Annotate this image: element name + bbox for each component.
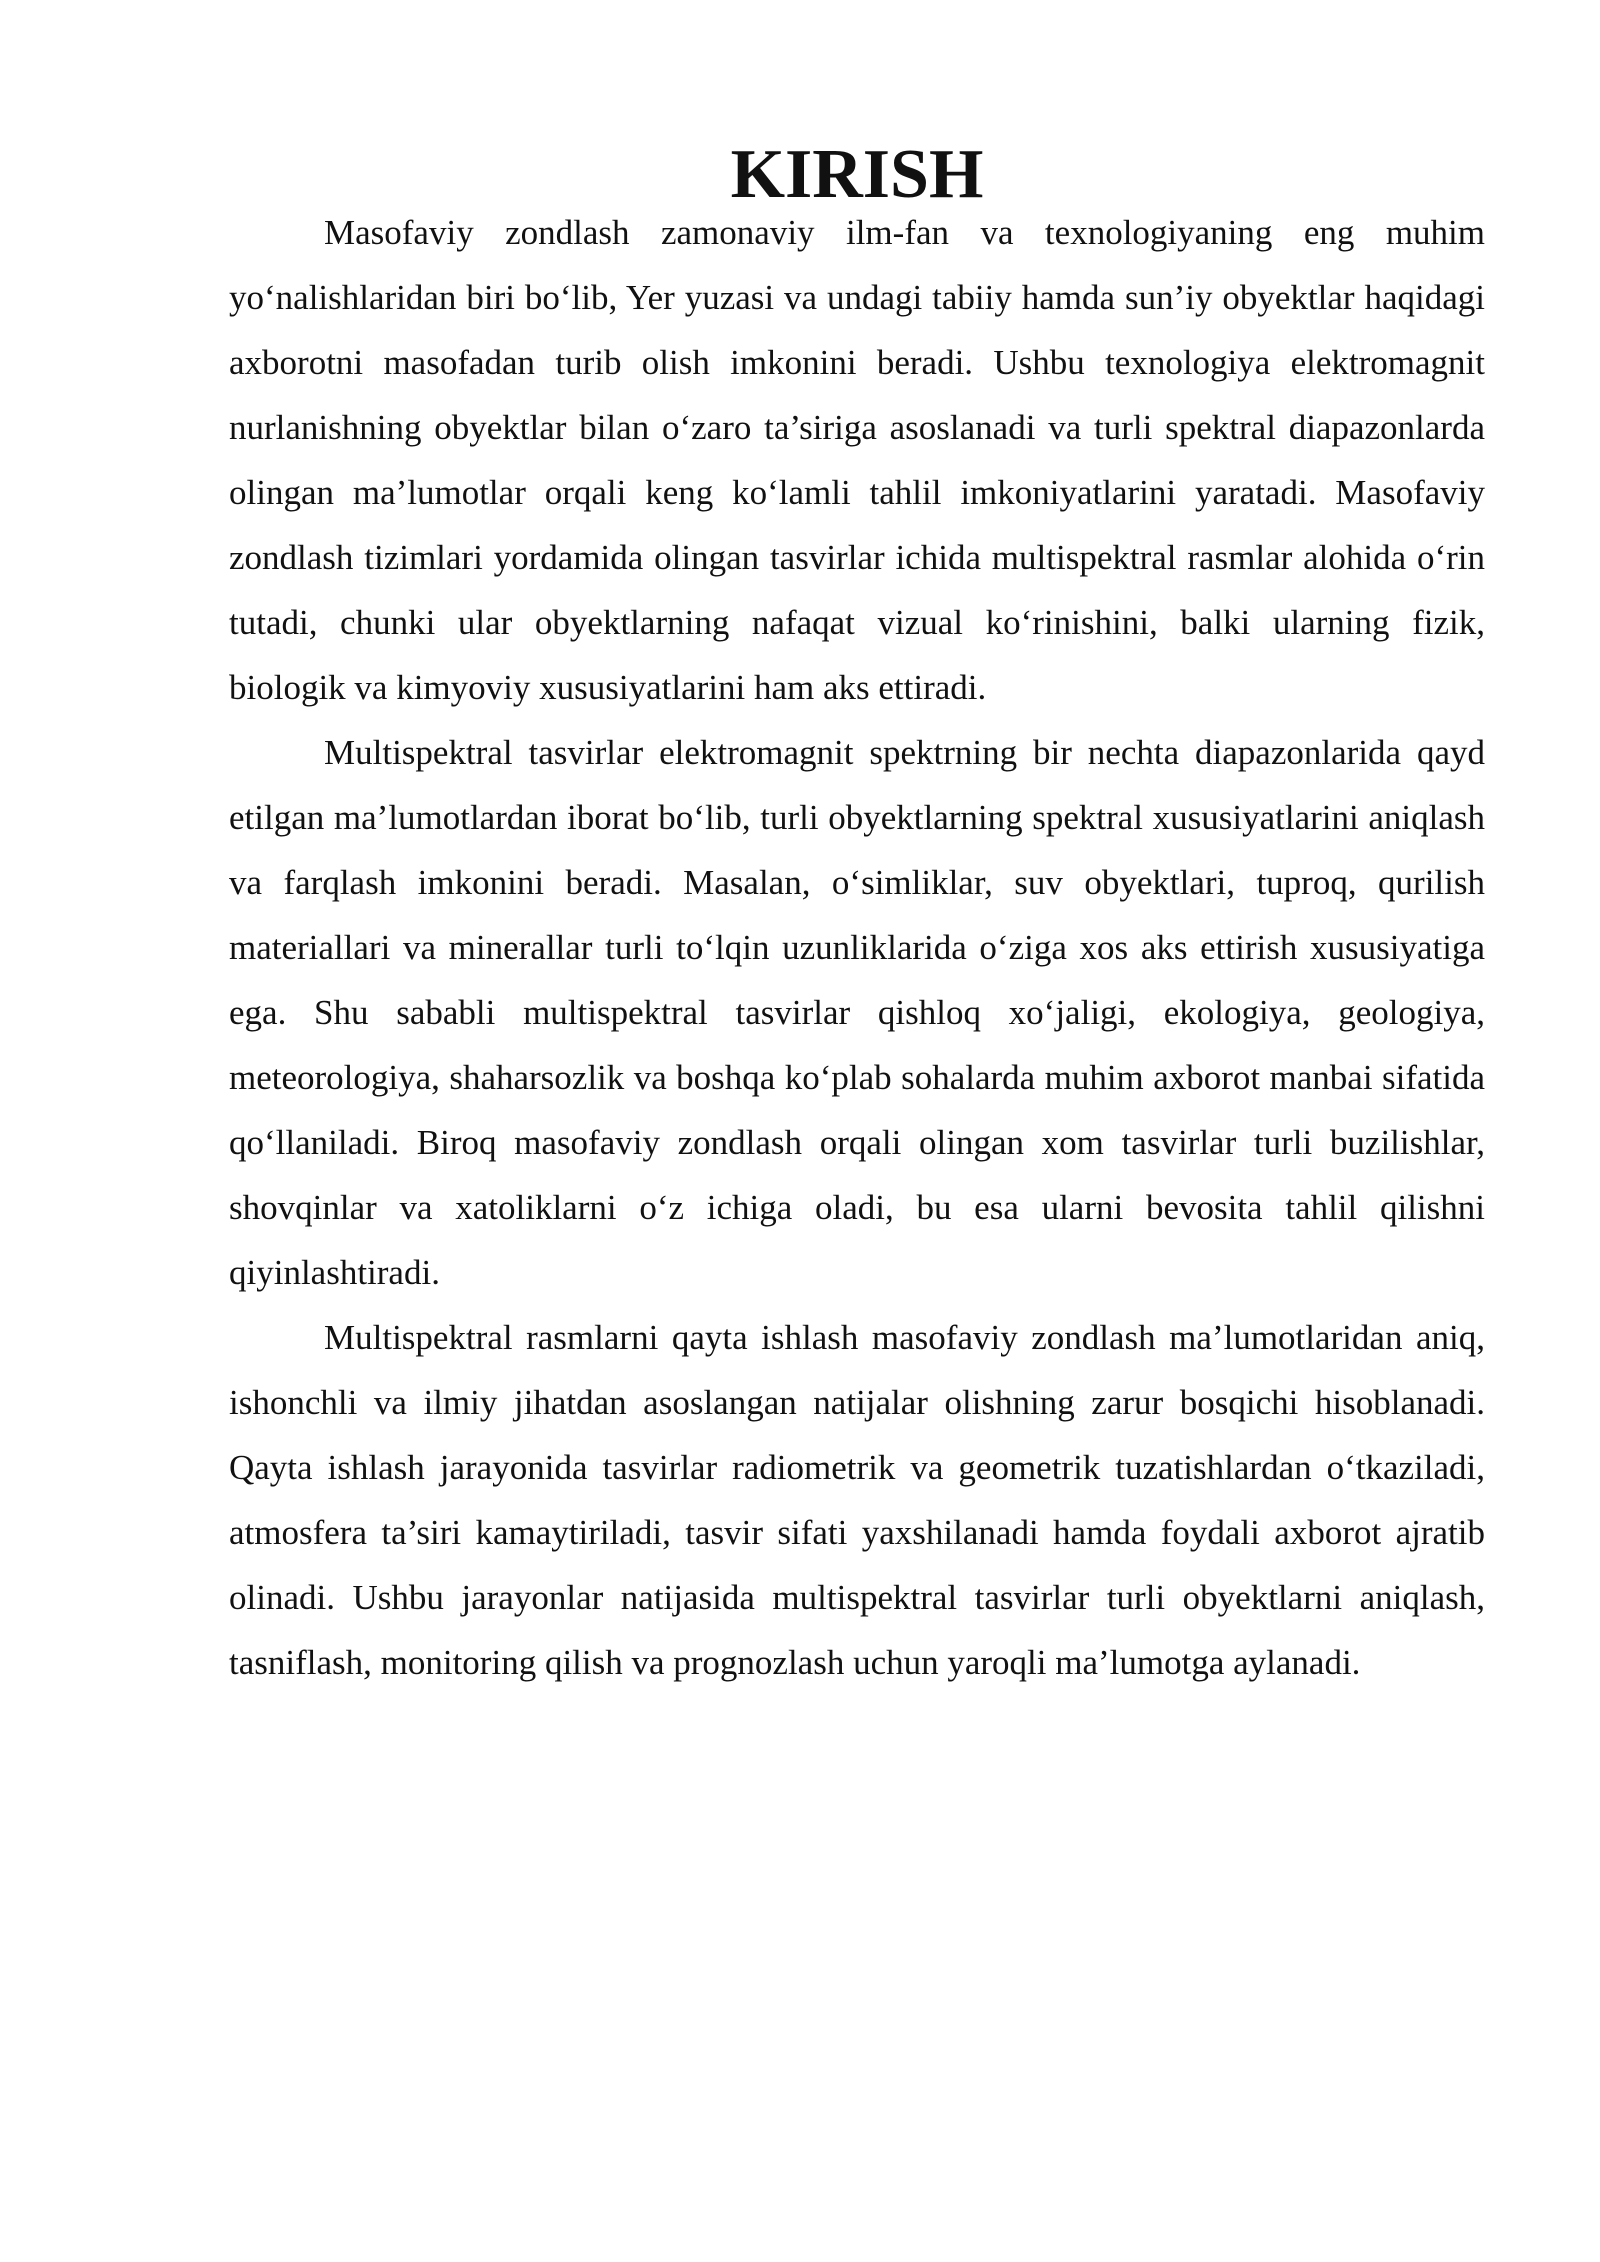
section-heading: KIRISH	[730, 136, 984, 213]
paragraph-3: Multispektral rasmlarni qayta ishlash masofaviy zondlash ma’lumotlaridan aniq, ishonchli va ilmiy jihatdan asoslangan natijalar olishning zarur bosqichi hisoblanadi. Qayta ishlash jarayonida tasvirlar radiometrik va geometrik tuzatishlardan o‘tkaziladi, atmosfera ta’siri kamaytiriladi, tasvir sifati yaxshilanadi hamda foydali axborot ajratib olinadi. Ushbu jarayonlar natijasida multispektral tasvirlar turli obyektlarni aniqlash, tasniflash, monitoring qilish va prognozlash uchun yaroqli ma’lumotga aylanadi.	[229, 1318, 1485, 1682]
document-body	[229, 136, 1485, 1695]
paragraph-1: Masofaviy zondlash zamonaviy ilm-fan va texnologiyaning eng muhim yo‘nalishlaridan biri bo‘lib, Yer yuzasi va undagi tabiiy hamda sun’iy obyektlar haqidagi axborotni masofadan turib olish imkonini beradi. Ushbu texnologiya elektromagnit nurlanishning obyektlar bilan o‘zaro ta’siriga asoslanadi va turli spektral diapazonlarda olingan ma’lumotlar orqali keng ko‘lamli tahlil imkoniyatlarini yaratadi. Masofaviy zondlash tizimlari yordamida olingan tasvirlar ichida multispektral rasmlar alohida o‘rin tutadi, chunki ular obyektlarning nafaqat vizual ko‘rinishini, balki ularning fizik, biologik va kimyoviy xususiyatlarini ham aks ettiradi.	[229, 213, 1485, 707]
paragraph-2: Multispektral tasvirlar elektromagnit spektrning bir nechta diapazonlarida qayd etilgan ma’lumotlardan iborat bo‘lib, turli obyektlarning spektral xususiyatlarini aniqlash va farqlash imkonini beradi. Masalan, o‘simliklar, suv obyektlari, tuproq, qurilish materiallari va minerallar turli to‘lqin uzunliklarida o‘ziga xos aks ettirish xususiyatiga ega. Shu sababli multispektral tasvirlar qishloq xo‘jaligi, ekologiya, geologiya, meteorologiya, shaharsozlik va boshqa ko‘plab sohalarda muhim axborot manbai sifatida qo‘llaniladi. Biroq masofaviy zondlash orqali olingan xom tasvirlar turli buzilishlar, shovqinlar va xatoliklarni o‘z ichiga oladi, bu esa ularni bevosita tahlil qilishni qiyinlashtiradi.	[229, 733, 1485, 1292]
